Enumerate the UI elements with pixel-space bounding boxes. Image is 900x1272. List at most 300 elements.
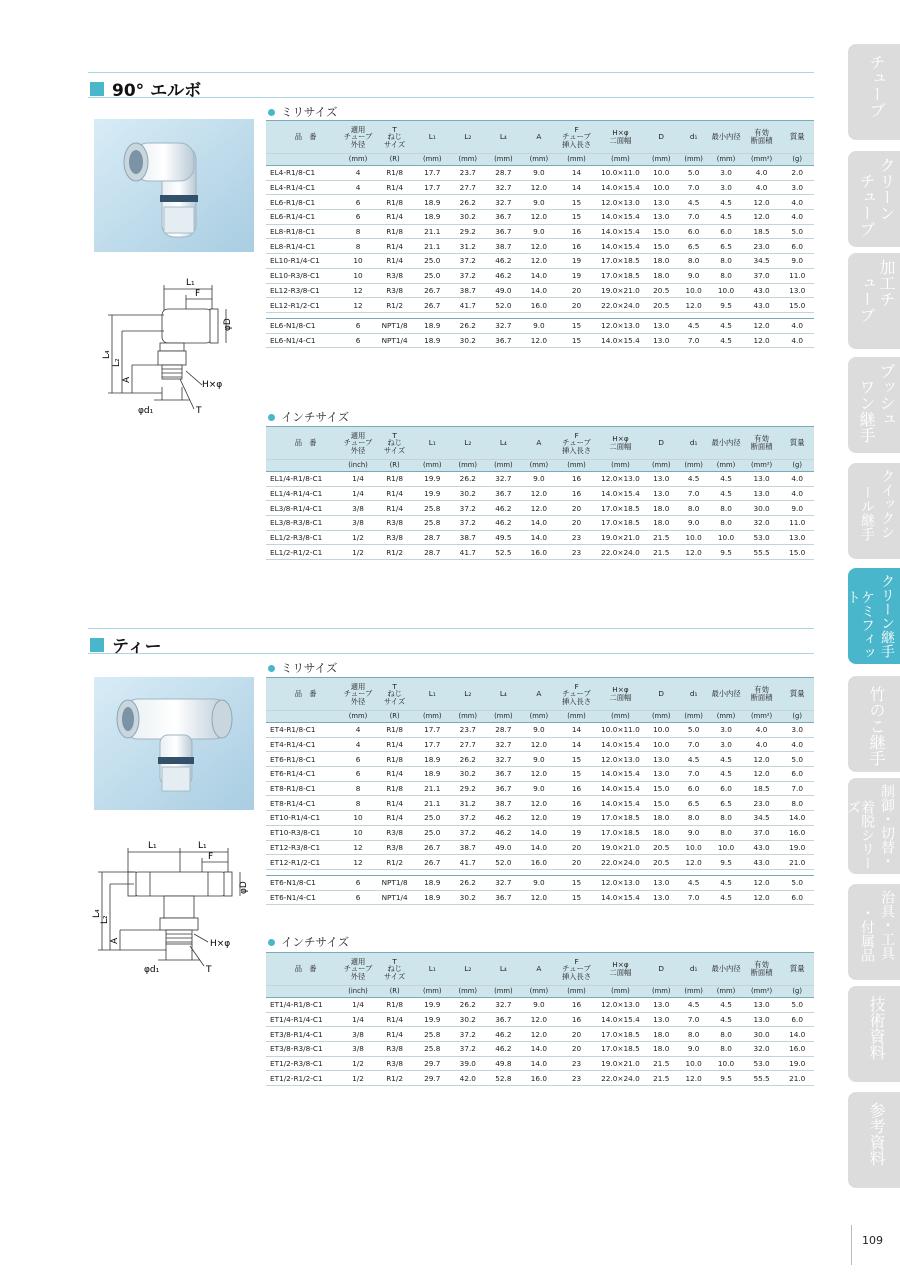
table-cell: 5.0 <box>780 876 814 891</box>
column-unit: (mm) <box>678 711 709 723</box>
table-cell: 16 <box>557 486 597 501</box>
table-cell: 19.0×21.0 <box>596 1056 644 1071</box>
table-cell: R1/4 <box>375 180 415 195</box>
table-cell: 7.0 <box>678 486 709 501</box>
table-cell: 5.0 <box>678 166 709 181</box>
tab-category-10[interactable] <box>848 1092 900 1188</box>
table-cell: 8.0 <box>709 516 742 531</box>
table-cell: 9.0 <box>521 472 557 487</box>
table-cell: 12.0 <box>743 210 781 225</box>
table-cell: 19 <box>557 254 597 269</box>
table-row <box>266 254 814 269</box>
table-cell: 4.5 <box>678 998 709 1013</box>
part-number-cell: ET10-R3/8-C1 <box>266 825 341 840</box>
part-number-cell: EL4-R1/4-C1 <box>266 180 341 195</box>
table-cell: 22.0×24.0 <box>596 545 644 560</box>
table-cell: 26.2 <box>450 876 486 891</box>
part-number-cell: ET1/2-R3/8-C1 <box>266 1056 341 1071</box>
table-cell: 8.0 <box>678 501 709 516</box>
table-cell: 12.0 <box>521 767 557 782</box>
table-cell: R1/4 <box>375 1012 415 1027</box>
table-cell: 21.0 <box>780 855 814 870</box>
table-cell: 4.0 <box>780 210 814 225</box>
table-cell: 43.0 <box>743 283 781 298</box>
table-cell: 20 <box>557 1042 597 1057</box>
table-cell: 38.7 <box>450 283 486 298</box>
table-cell: 17.0×18.5 <box>596 811 644 826</box>
table-cell: 36.7 <box>486 1012 522 1027</box>
table-cell: 49.0 <box>486 840 522 855</box>
table-cell: 32.0 <box>743 1042 781 1057</box>
table-cell: 16.0 <box>521 298 557 313</box>
table-cell: 17.7 <box>414 166 450 181</box>
column-header: 質量 <box>780 678 814 711</box>
tab-label: ・付属品 <box>859 906 875 962</box>
table-cell: 43.0 <box>743 298 781 313</box>
table-cell: 37.2 <box>450 501 486 516</box>
column-unit: (mm) <box>678 986 709 998</box>
table-cell: 17.0×18.5 <box>596 516 644 531</box>
table-cell: 16.0 <box>521 1071 557 1086</box>
dim-label-A: A <box>122 376 132 383</box>
part-number-cell: EL6-R1/4-C1 <box>266 210 341 225</box>
column-unit: (g) <box>780 460 814 472</box>
column-header: H×φ 二面幅 <box>596 953 644 986</box>
table-cell: 18.0 <box>645 268 678 283</box>
column-unit: (mm) <box>557 460 597 472</box>
table-cell: 49.8 <box>486 1056 522 1071</box>
table-cell: 23.0 <box>743 796 781 811</box>
table-cell: 25.8 <box>414 1027 450 1042</box>
table-cell: 25.0 <box>414 825 450 840</box>
table-cell: 38.7 <box>486 239 522 254</box>
column-header: L₄ <box>486 427 522 460</box>
table-cell: 18.0 <box>645 516 678 531</box>
subheading-mm-size <box>268 660 337 676</box>
table-row <box>266 298 814 313</box>
table-cell: R3/8 <box>375 1056 415 1071</box>
column-header: d₁ <box>678 953 709 986</box>
table-cell: 46.2 <box>486 254 522 269</box>
table-cell: 12.0×13.0 <box>596 876 644 891</box>
table-cell: 49.5 <box>486 530 522 545</box>
table-cell: R1/4 <box>375 254 415 269</box>
table-cell: 10.0 <box>678 840 709 855</box>
dim-label-A: A <box>110 937 120 944</box>
table-cell: 12.0 <box>678 545 709 560</box>
dim-label-T: T <box>206 965 212 975</box>
part-number-cell: EL8-R1/4-C1 <box>266 239 341 254</box>
table-cell: 20 <box>557 855 597 870</box>
tab-category-8[interactable] <box>848 884 900 980</box>
table-cell: 1/4 <box>341 486 374 501</box>
table-cell: 37.0 <box>743 268 781 283</box>
table-cell: 9.0 <box>521 224 557 239</box>
tab-category-3[interactable] <box>848 357 900 453</box>
table-cell: 27.7 <box>450 737 486 752</box>
column-header: L₁ <box>414 121 450 154</box>
table-cell: 4.5 <box>709 890 742 905</box>
tab-category-1[interactable] <box>848 151 900 247</box>
section-marker-icon <box>90 82 104 96</box>
column-header: H×φ 二面幅 <box>596 678 644 711</box>
table-cell: 18.9 <box>414 752 450 767</box>
table-cell: 25.8 <box>414 516 450 531</box>
column-unit: (R) <box>375 460 415 472</box>
tab-category-9[interactable] <box>848 986 900 1082</box>
table-cell: 26.7 <box>414 298 450 313</box>
table-cell: 43.0 <box>743 840 781 855</box>
part-number-cell: EL12-R1/2-C1 <box>266 298 341 313</box>
table-cell: 53.0 <box>743 1056 781 1071</box>
table-cell: 16 <box>557 1012 597 1027</box>
table-cell: 21.5 <box>645 1056 678 1071</box>
table-row <box>266 224 814 239</box>
table-cell: 12.0×13.0 <box>596 319 644 334</box>
table-cell: 20 <box>557 1027 597 1042</box>
table-cell: 30.0 <box>743 1027 781 1042</box>
table-cell: 32.7 <box>486 876 522 891</box>
table-row <box>266 195 814 210</box>
table-cell: 10.0×11.0 <box>596 166 644 181</box>
table-cell: 13.0 <box>645 752 678 767</box>
table-cell: 9.0 <box>521 319 557 334</box>
column-unit <box>266 986 341 998</box>
table-cell: 20 <box>557 516 597 531</box>
table-row <box>266 767 814 782</box>
table-cell: 6 <box>341 890 374 905</box>
table-cell: 34.5 <box>743 254 781 269</box>
table-cell: 3.0 <box>709 737 742 752</box>
table-cell: 11.0 <box>780 268 814 283</box>
table-cell: 38.7 <box>486 796 522 811</box>
table-cell: 2.0 <box>780 166 814 181</box>
elbow-npt-spec-table <box>266 318 814 348</box>
table-cell: 14.0×15.4 <box>596 333 644 348</box>
table-cell: 15 <box>557 752 597 767</box>
column-header: 適用 チューブ 外径 <box>341 953 374 986</box>
table-cell: 10.0 <box>645 180 678 195</box>
table-cell: 12.0 <box>678 855 709 870</box>
table-cell: 9.5 <box>709 545 742 560</box>
table-cell: 22.0×24.0 <box>596 855 644 870</box>
column-unit <box>266 460 341 472</box>
table-cell: 23.7 <box>450 723 486 738</box>
table-cell: 10 <box>341 268 374 283</box>
table-cell: 10.0 <box>709 530 742 545</box>
column-header: d₁ <box>678 121 709 154</box>
table-cell: 26.7 <box>414 855 450 870</box>
table-cell: R3/8 <box>375 516 415 531</box>
table-cell: 7.0 <box>678 210 709 225</box>
table-cell: 14.0 <box>521 1042 557 1057</box>
table-cell: 19.0 <box>780 840 814 855</box>
table-cell: 30.2 <box>450 767 486 782</box>
column-header: T ねじ サイズ <box>375 678 415 711</box>
table-cell: 12.0 <box>521 501 557 516</box>
column-unit: (mm²) <box>743 986 781 998</box>
column-header: L₄ <box>486 953 522 986</box>
table-cell: R1/8 <box>375 166 415 181</box>
table-cell: 36.7 <box>486 486 522 501</box>
table-cell: 4.5 <box>709 876 742 891</box>
table-cell: 7.0 <box>678 1012 709 1027</box>
tab-label: クリーン <box>877 157 896 221</box>
table-cell: 12.0 <box>521 180 557 195</box>
column-header: L₁ <box>414 427 450 460</box>
column-unit: (mm) <box>645 460 678 472</box>
table-cell: 4.5 <box>709 210 742 225</box>
table-cell: 32.7 <box>486 737 522 752</box>
tab-category-7[interactable] <box>845 778 900 874</box>
table-cell: 30.2 <box>450 890 486 905</box>
part-number-cell: ET4-R1/4-C1 <box>266 737 341 752</box>
table-cell: 20.5 <box>645 298 678 313</box>
table-cell: 4.5 <box>709 319 742 334</box>
table-cell: 12.0 <box>521 811 557 826</box>
tee-fitting-image <box>94 677 254 810</box>
table-cell: R1/4 <box>375 239 415 254</box>
table-cell: 3/8 <box>341 1027 374 1042</box>
table-cell: 16.0 <box>780 1042 814 1057</box>
table-cell: 7.0 <box>678 180 709 195</box>
table-cell: 10.0×11.0 <box>596 723 644 738</box>
table-cell: 9.0 <box>678 268 709 283</box>
table-cell: 23.0 <box>743 239 781 254</box>
table-cell: 13.0 <box>645 333 678 348</box>
table-cell: R1/8 <box>375 781 415 796</box>
table-cell: 8.0 <box>709 268 742 283</box>
table-cell: 36.7 <box>486 224 522 239</box>
column-header: d₁ <box>678 678 709 711</box>
table-cell: 1/4 <box>341 998 374 1013</box>
table-row <box>266 825 814 840</box>
table-cell: 4.5 <box>709 333 742 348</box>
table-cell: 32.7 <box>486 998 522 1013</box>
table-cell: 15.0 <box>645 796 678 811</box>
table-cell: 18.9 <box>414 767 450 782</box>
table-cell: 4.5 <box>678 752 709 767</box>
table-cell: 6 <box>341 876 374 891</box>
table-cell: 4.0 <box>780 319 814 334</box>
table-cell: 27.7 <box>450 180 486 195</box>
column-unit: (mm²) <box>743 711 781 723</box>
table-cell: 31.2 <box>450 796 486 811</box>
table-cell: 30.2 <box>450 333 486 348</box>
table-cell: 38.7 <box>450 530 486 545</box>
table-cell: 12.0 <box>743 752 781 767</box>
column-header: 質量 <box>780 953 814 986</box>
column-header: 有効 断面積 <box>743 121 781 154</box>
table-cell: R3/8 <box>375 1042 415 1057</box>
table-cell: 15.0 <box>780 298 814 313</box>
table-row <box>266 501 814 516</box>
table-cell: 23 <box>557 1056 597 1071</box>
dim-label-D: φD <box>239 881 249 894</box>
table-cell: 12.0 <box>521 1012 557 1027</box>
tab-category-0[interactable] <box>848 44 900 140</box>
table-cell: R1/8 <box>375 224 415 239</box>
table-row <box>266 1027 814 1042</box>
table-cell: 6 <box>341 333 374 348</box>
part-number-cell: EL10-R1/4-C1 <box>266 254 341 269</box>
column-header: 適用 チューブ 外径 <box>341 427 374 460</box>
column-unit: (mm) <box>645 986 678 998</box>
column-unit: (mm) <box>414 154 450 166</box>
table-row <box>266 737 814 752</box>
part-number-cell: EL3/8-R3/8-C1 <box>266 516 341 531</box>
tab-category-2[interactable] <box>848 253 900 349</box>
table-cell: 12.0×13.0 <box>596 998 644 1013</box>
tab-category-6[interactable] <box>848 676 900 772</box>
bullet-icon <box>268 414 275 421</box>
table-cell: 4.5 <box>709 472 742 487</box>
table-cell: 37.2 <box>450 268 486 283</box>
table-cell: 15.0 <box>645 239 678 254</box>
table-cell: 38.7 <box>450 840 486 855</box>
table-cell: 8.0 <box>709 825 742 840</box>
table-cell: 5.0 <box>678 723 709 738</box>
column-header: L₂ <box>450 678 486 711</box>
table-row <box>266 796 814 811</box>
column-header: 有効 断面積 <box>743 953 781 986</box>
table-cell: 14 <box>557 723 597 738</box>
table-cell: 13.0 <box>645 876 678 891</box>
elbow-product-photo <box>94 119 254 252</box>
table-cell: 19.0 <box>780 1056 814 1071</box>
dim-label-L2: L₂ <box>100 915 110 924</box>
table-cell: 6.0 <box>678 224 709 239</box>
table-cell: 32.7 <box>486 472 522 487</box>
column-unit: (mm) <box>450 154 486 166</box>
table-cell: 32.7 <box>486 180 522 195</box>
table-cell: 4.5 <box>709 752 742 767</box>
column-header: D <box>645 427 678 460</box>
table-cell: 37.2 <box>450 254 486 269</box>
table-row <box>266 545 814 560</box>
table-cell: 12.0 <box>521 890 557 905</box>
part-number-cell: EL6-N1/8-C1 <box>266 319 341 334</box>
table-cell: 14.0×15.4 <box>596 210 644 225</box>
table-row <box>266 998 814 1013</box>
dim-label-L4: L₄ <box>92 909 102 918</box>
tab-label: 加工チ <box>877 259 896 307</box>
table-cell: 12 <box>341 840 374 855</box>
column-header: H×φ 二面幅 <box>596 121 644 154</box>
table-row <box>266 1056 814 1071</box>
table-cell: 13.0 <box>645 486 678 501</box>
table-cell: 4.0 <box>780 333 814 348</box>
table-cell: 23.7 <box>450 166 486 181</box>
table-cell: 28.7 <box>486 166 522 181</box>
column-unit: (mm) <box>450 460 486 472</box>
table-cell: 3.0 <box>780 723 814 738</box>
table-cell: 12.0 <box>743 876 781 891</box>
dim-label-L2: L₂ <box>112 358 122 367</box>
table-cell: R1/4 <box>375 796 415 811</box>
tab-category-5[interactable] <box>845 568 900 664</box>
table-cell: 13.0 <box>743 486 781 501</box>
table-cell: 3/8 <box>341 516 374 531</box>
table-cell: 21.5 <box>645 545 678 560</box>
table-cell: 12 <box>341 298 374 313</box>
column-unit: (mm) <box>709 460 742 472</box>
table-cell: 4 <box>341 166 374 181</box>
table-cell: 9.0 <box>521 876 557 891</box>
table-cell: R1/4 <box>375 737 415 752</box>
table-row <box>266 180 814 195</box>
part-number-cell: EL1/4-R1/8-C1 <box>266 472 341 487</box>
table-cell: 9.0 <box>780 254 814 269</box>
table-cell: 6 <box>341 319 374 334</box>
table-cell: 26.2 <box>450 195 486 210</box>
page-number: 109 <box>862 1234 883 1247</box>
table-cell: 17.0×18.5 <box>596 1042 644 1057</box>
table-cell: 10.0 <box>645 723 678 738</box>
dim-label-L4: L₄ <box>102 350 112 359</box>
column-header: 適用 チューブ 外径 <box>341 678 374 711</box>
table-cell: R1/2 <box>375 298 415 313</box>
part-number-cell: EL6-N1/4-C1 <box>266 333 341 348</box>
table-cell: 37.2 <box>450 516 486 531</box>
table-cell: 26.2 <box>450 752 486 767</box>
part-number-cell: EL8-R1/8-C1 <box>266 224 341 239</box>
table-cell: R3/8 <box>375 283 415 298</box>
column-unit: (mm) <box>596 986 644 998</box>
table-cell: 8.0 <box>709 811 742 826</box>
dim-label-d1: φd₁ <box>144 965 160 975</box>
table-cell: 15.0 <box>645 224 678 239</box>
tab-category-4[interactable] <box>848 463 900 559</box>
subheading-mm-size <box>268 104 337 120</box>
subheading-inch-size <box>268 409 349 425</box>
table-cell: 9.0 <box>678 825 709 840</box>
table-cell: 18.0 <box>645 1027 678 1042</box>
column-header: 品 番 <box>266 953 341 986</box>
part-number-cell: ET1/2-R1/2-C1 <box>266 1071 341 1086</box>
table-cell: 4.0 <box>743 166 781 181</box>
table-cell: 5.0 <box>780 998 814 1013</box>
table-cell: 20.5 <box>645 840 678 855</box>
tab-label: ューブ <box>857 275 876 323</box>
table-cell: 4.5 <box>709 486 742 501</box>
section-title-text: 90° エルボ <box>112 81 202 101</box>
tab-label: 参考資料 <box>867 1102 886 1166</box>
table-cell: 18.0 <box>645 254 678 269</box>
table-cell: 10 <box>341 254 374 269</box>
table-cell: 41.7 <box>450 545 486 560</box>
table-cell: 37.2 <box>450 811 486 826</box>
table-cell: 53.0 <box>743 530 781 545</box>
column-unit: (g) <box>780 154 814 166</box>
table-cell: R1/8 <box>375 998 415 1013</box>
table-cell: 23 <box>557 530 597 545</box>
table-cell: 12.0 <box>743 890 781 905</box>
table-cell: R1/4 <box>375 1027 415 1042</box>
column-unit: (mm) <box>521 986 557 998</box>
table-cell: 16.0 <box>780 825 814 840</box>
table-cell: 46.2 <box>486 501 522 516</box>
tab-label: ール継手 <box>859 485 875 541</box>
table-cell: 8 <box>341 239 374 254</box>
table-cell: 14.0×15.4 <box>596 224 644 239</box>
table-cell: 18.0 <box>645 825 678 840</box>
part-number-cell: EL1/2-R3/8-C1 <box>266 530 341 545</box>
table-cell: 8.0 <box>709 501 742 516</box>
table-cell: 16 <box>557 224 597 239</box>
table-cell: 3/8 <box>341 501 374 516</box>
page-number-divider <box>851 1225 852 1265</box>
